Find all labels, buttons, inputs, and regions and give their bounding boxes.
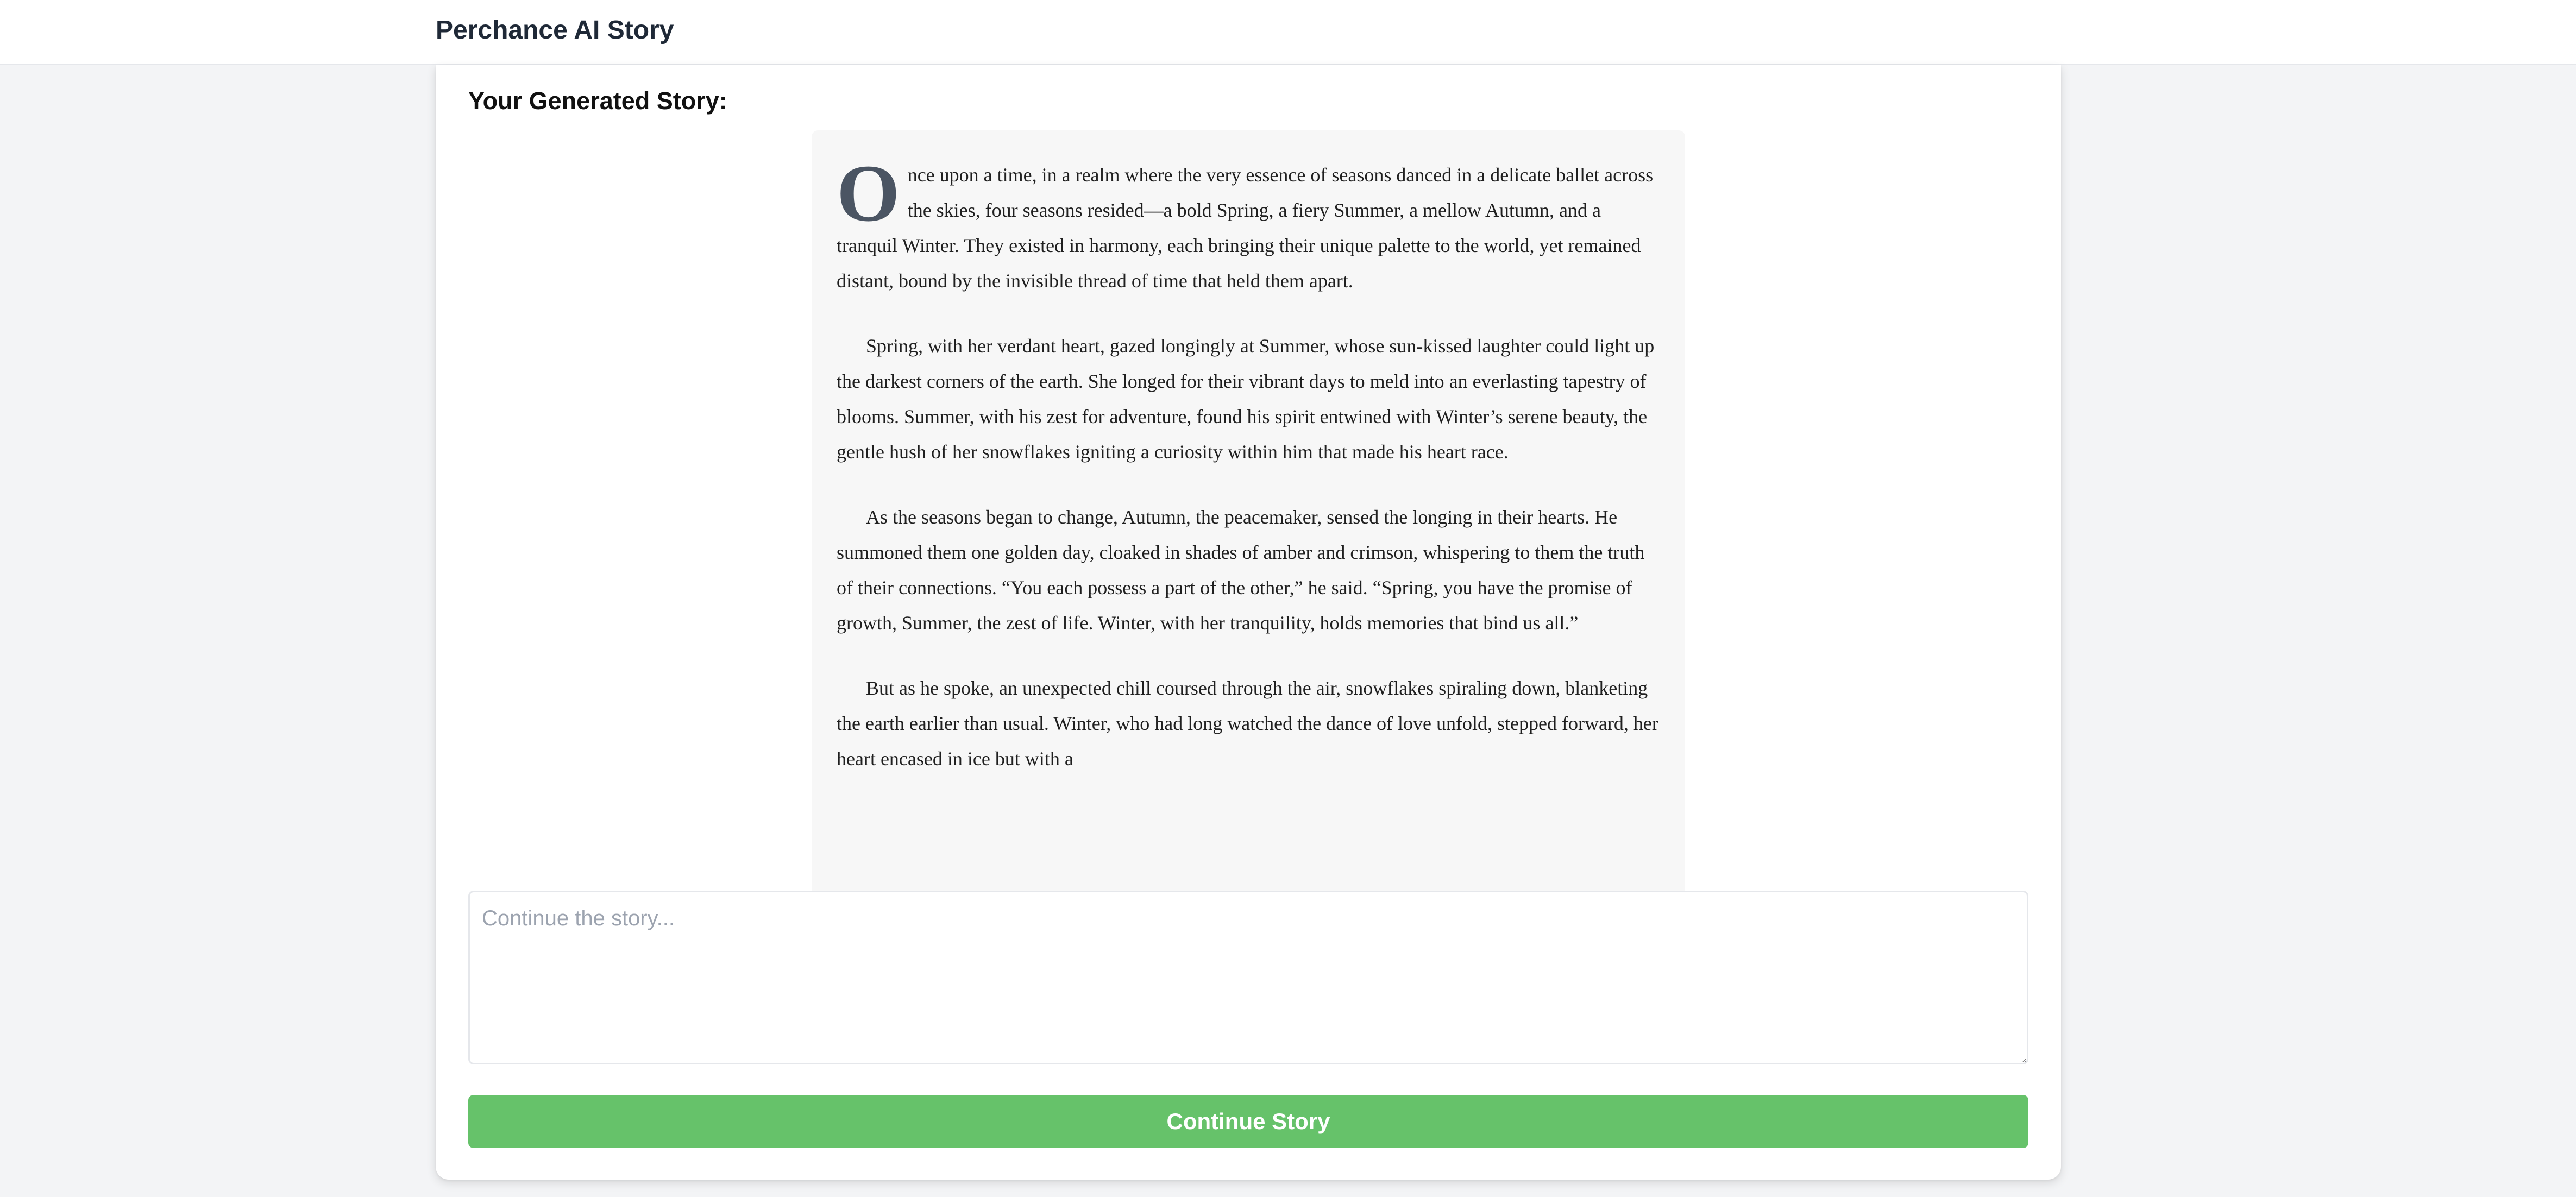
story-paragraph-1 [837,148,1661,299]
story-card [436,65,2061,1180]
story-paragraph-2: Spring, with her verdant heart, gazed longingly at Summer, whose sun-kissed laughter could light up the darkest corners of the earth. She longed for their vibrant days to meld into an everlasting tapestry of blooms. Summer, with his zest for adventure, found his spirit entwined with Winter’s serene beauty, the gentle hush of her snowflakes igniting a curiosity within him that made his heart race. [837,335,1655,463]
story-heading: Your Generated Story: [468,87,727,115]
top-navbar [0,0,2576,65]
story-paragraph-3: As the seasons began to change, Autumn, the peacemaker, sensed the longing in their hearts. He summoned them one golden day, cloaked in shades of amber and crimson, whispering to them the truth of their connections. “You each possess a part of the other,” he said. “Spring, you have the promise of growth, Summer, the zest of life. Winter, with her tranquility, holds memories that bind us all.” [837,506,1645,634]
continue-story-input[interactable] [468,891,2028,1064]
story-paragraph-1-text: nce upon a time, in a realm where the very essence of seasons danced in a delicate ballet across the skies, four seasons resided—a bold Spring, a fiery Summer, a mellow Autumn, and a tranquil Winter. They existed in harmony, each bringing their unique palette to the world, yet remained distant, bound by the invisible thread of time that held them apart. [837,164,1654,292]
story-text-box [812,130,1685,956]
drop-cap-letter: O [837,148,900,238]
story-paragraph-4: But as he spoke, an unexpected chill coursed through the air, snowflakes spiraling down, blanketing the earth earlier than usual. Winter, who had long watched the dance of love unfold, stepped forward, her heart encased in ice but with a [837,677,1658,770]
app-title[interactable]: Perchance AI Story [436,16,674,45]
continue-story-button[interactable]: Continue Story [468,1095,2028,1148]
